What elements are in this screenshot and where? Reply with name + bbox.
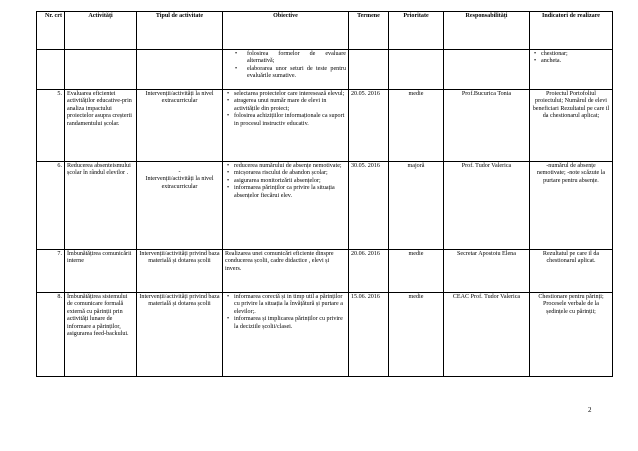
activity-type-dash: - xyxy=(178,169,181,175)
activity-plan-table xyxy=(36,11,613,377)
header-nr: Nr. crt xyxy=(37,12,65,50)
objectives-cell xyxy=(223,50,349,90)
indicators-cell: Rezultatul pe care il da chestionarul aplicat. xyxy=(530,250,613,293)
list-item: • asigurarea monitorizării absențelor; xyxy=(234,178,346,185)
deadline-cell: 20.05. 2016 xyxy=(349,90,389,162)
deadline-cell: 15.06. 2016 xyxy=(349,293,389,377)
activity-type-cell: Intervenții/activități privind baza materială și dotarea școlii xyxy=(137,293,223,377)
activity-type-cell: Intervenții/activități la nivel extracurricular xyxy=(137,90,223,162)
indicators-cell: Proiectul Portofoliul proiectului; Numărul de elevi beneficiari Rezultatul pe care il da chestionarul aplicat; xyxy=(530,90,613,162)
responsible-cell: Prof. Tudor Valerica xyxy=(444,162,530,250)
row-number: 5. xyxy=(37,90,65,162)
activity-cell: Evaluarea eficientei activităților educative-prin analiza impactului proiectelor asupra creșterii randamentului școlar. xyxy=(65,90,137,162)
indicators-list xyxy=(532,51,610,66)
header-responsabilitati: Responsabilități xyxy=(444,12,530,50)
objectives-list xyxy=(225,163,346,200)
responsible-cell: CEAC Prof. Tudor Valerica xyxy=(444,293,530,377)
objectives-list xyxy=(225,91,346,128)
page-number: 2 xyxy=(588,406,592,414)
table-row-continuation xyxy=(37,50,613,90)
table-row xyxy=(37,162,613,250)
indicators-cell xyxy=(530,50,613,90)
list-item: • reducerea numărului de absențe nemotivate; xyxy=(234,163,346,170)
list-item: • chestionar; xyxy=(541,51,610,58)
row-number: 7. xyxy=(37,250,65,293)
objectives-cell: Realizarea unei comunicări eficiente dinspre conducerea școlii, cadre didactice , elevi și invers. xyxy=(223,250,349,293)
list-item: • folosirea formelor de evaluare alternativă; xyxy=(247,51,346,66)
table-row xyxy=(37,90,613,162)
list-item: • informarea corectă și in timp util a părinților cu privire la situația la învățătură și purtare a elevilor;. xyxy=(234,294,346,316)
activity-cell: Reducerea absenteismului școlar în rândul elevilor . xyxy=(65,162,137,250)
priority-cell: medie xyxy=(389,90,444,162)
activity-cell: Îmbunătățirea comunicării interne xyxy=(65,250,137,293)
deadline-cell: 30.05. 2016 xyxy=(349,162,389,250)
list-item: • ancheta. xyxy=(541,58,610,65)
list-item: • micșorarea riscului de abandon școlar; xyxy=(234,170,346,177)
row-number: 8. xyxy=(37,293,65,377)
table-row xyxy=(37,293,613,377)
responsible-cell: Prof.Bucurica Tonia xyxy=(444,90,530,162)
indicators-cell: Chestionare pentru părinți; Procesele verbale de la ședințele cu părinții; xyxy=(530,293,613,377)
objectives-list xyxy=(225,294,346,331)
deadline-cell: 20.06. 2016 xyxy=(349,250,389,293)
list-item: • elaborarea unor seturi de teste pentru evaluările sumative. xyxy=(247,66,346,81)
list-item: • informarea părinților ca privire la situația absențelor fiecărui elev. xyxy=(234,185,346,200)
objectives-list xyxy=(225,51,346,81)
table-row xyxy=(37,250,613,293)
header-prioritate: Prioritate xyxy=(389,12,444,50)
list-item: • folosirea achizițiilor informaționale ca suport in procesul instructiv educativ. xyxy=(234,113,346,128)
activity-type-cell xyxy=(137,162,223,250)
list-item: • informarea și implicarea părinților cu privire la deciziile școlii/clasei. xyxy=(234,316,346,331)
priority-cell: majoră xyxy=(389,162,444,250)
responsible-cell: Secretar Apostoiu Elena xyxy=(444,250,530,293)
objectives-cell xyxy=(223,162,349,250)
objectives-cell xyxy=(223,90,349,162)
activity-cell: Îmbunătățirea sistemului de comunicare formală externă cu părinții prin activități lunare de informare a părinților, asigurarea feed-backului. xyxy=(65,293,137,377)
priority-cell: medie xyxy=(389,293,444,377)
indicators-cell: -numărul de absențe nemotivate; -note scăzute la purtare pentru absențe. xyxy=(530,162,613,250)
activity-type-cell: Intervenții/activități privind baza materială și dotarea școlii xyxy=(137,250,223,293)
objectives-cell xyxy=(223,293,349,377)
list-item: • selectarea proiectelor care interesează elevul; xyxy=(234,91,346,98)
list-item: • atragerea unui număr mare de elevi in activitățile din proiect; xyxy=(234,98,346,113)
header-obiective: Obiective xyxy=(223,12,349,50)
activity-type-text: Intervenții/activități la nivel extracurricular xyxy=(145,176,214,190)
header-indicatori: Indicatori de realizare xyxy=(530,12,613,50)
header-termene: Termene xyxy=(349,12,389,50)
header-tipul: Tipul de activitate xyxy=(137,12,223,50)
priority-cell: medie xyxy=(389,250,444,293)
row-number: 6. xyxy=(37,162,65,250)
header-activitati: Activități xyxy=(65,12,137,50)
table-header-row xyxy=(37,12,613,50)
